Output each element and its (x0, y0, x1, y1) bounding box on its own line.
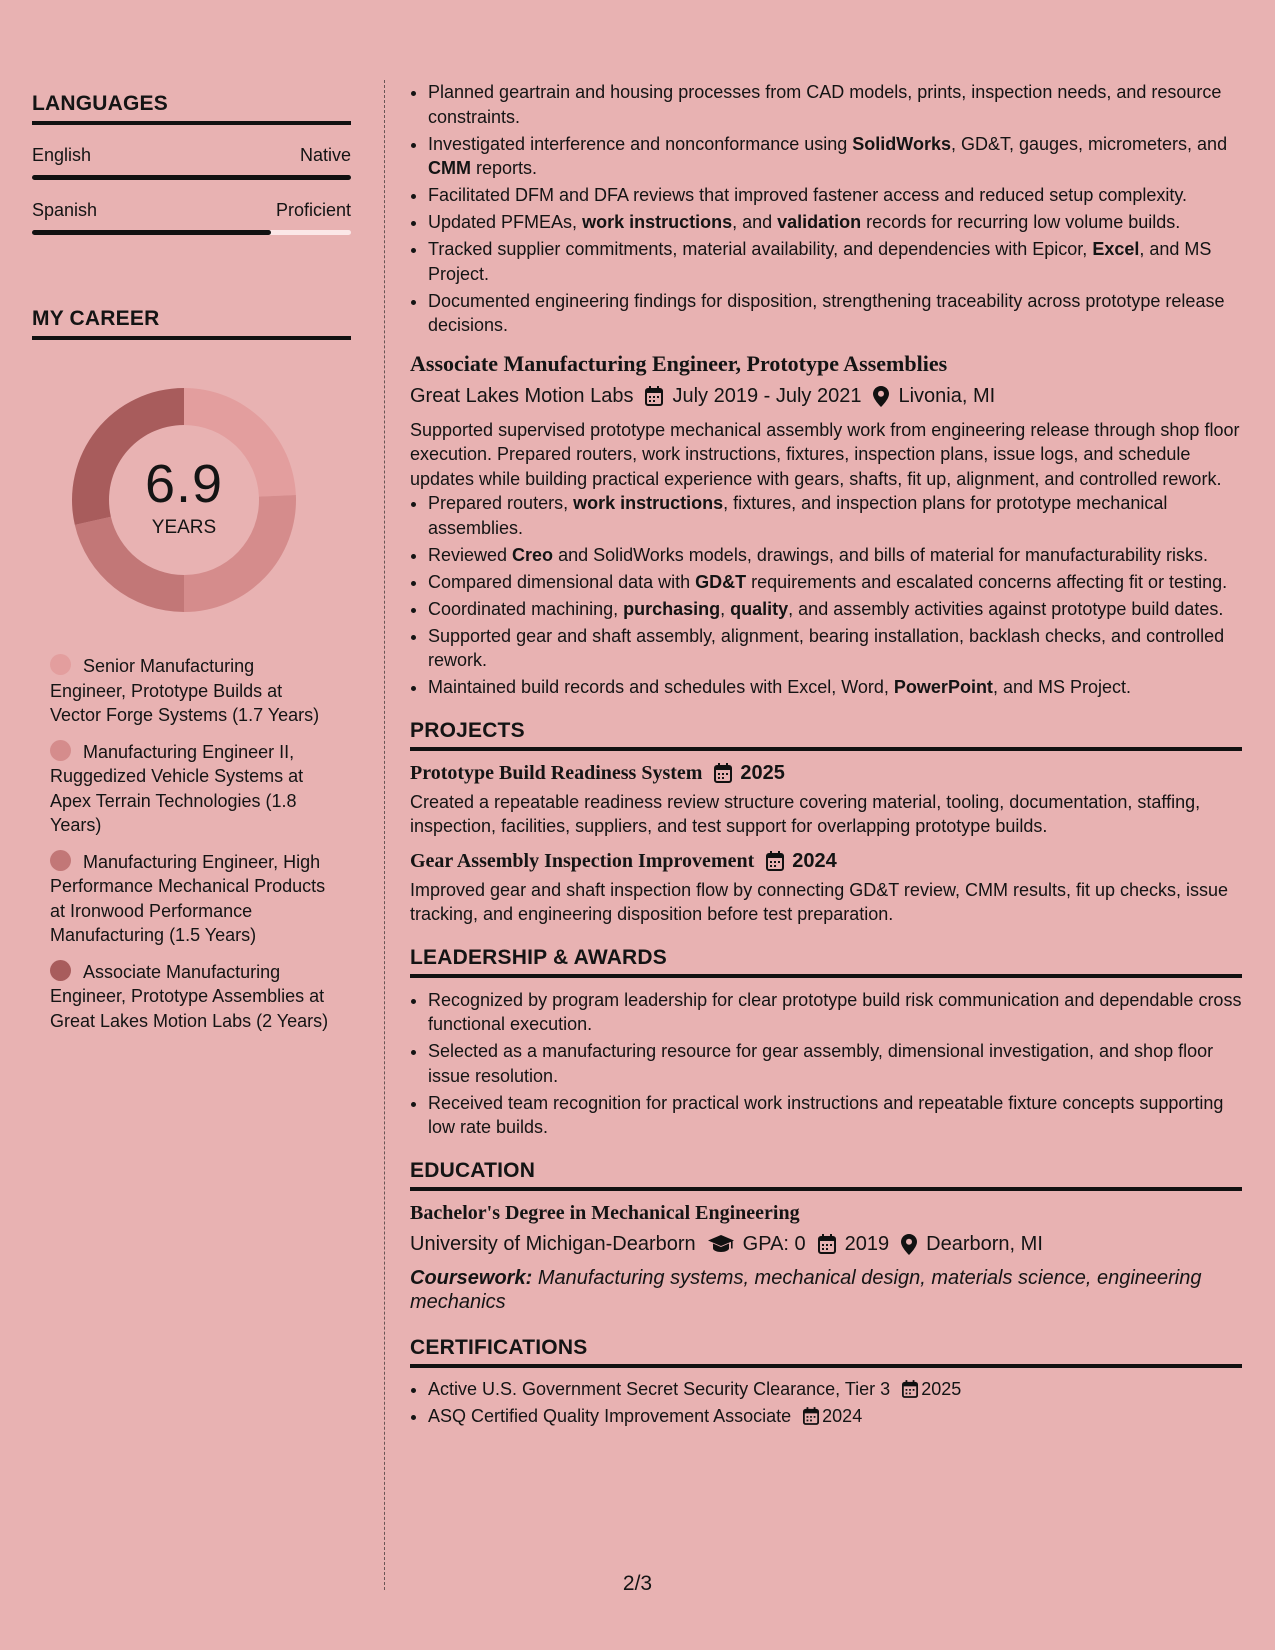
language-level: Proficient (275, 200, 351, 220)
location-pin-icon (901, 1234, 917, 1255)
job-summary: Supported supervised prototype mechanical assembly work from engineering release through shop floor execution. Prepared routers, work instructions, fixtures, inspection plans, issue logs, and schedule updates while building practical experience with gears, shafts, fit up, alignment, and controlled rework. (410, 419, 1240, 489)
bullet-item: • Prepared routers, work instructions, fixtures, and inspection plans for prototype mechanical assemblies. (428, 491, 1242, 540)
award-item: • Selected as a manufacturing resource for gear assembly, dimensional investigation, and shop floor issue resolution. (428, 1039, 1242, 1088)
language-name: Spanish (32, 200, 98, 220)
certification-item (428, 1377, 1242, 1402)
education-heading: EDUCATION (410, 1159, 1242, 1191)
legend-label: Manufacturing Engineer II, Ruggedized Vehicle Systems at Apex Terrain Technologies (1.8 Years) (50, 741, 304, 835)
project-description: Improved gear and shaft inspection flow by connecting GD&T review, CMM results, fit up checks, issue tracking, and engineering disposition before test preparation. (410, 879, 1229, 924)
degree-title: Bachelor's Degree in Mechanical Engineering (410, 1201, 800, 1224)
language-item (32, 200, 351, 235)
left-column (32, 92, 351, 1045)
certification-name: • ASQ Certified Quality Improvement Associate (428, 1405, 792, 1426)
job-meta (410, 385, 1242, 408)
project-year: 2025 (740, 761, 785, 784)
certification-year: 2024 (822, 1405, 863, 1426)
job-bullets (410, 491, 1242, 700)
bullet-item: • Maintained build records and schedules with Excel, Word, PowerPoint, and MS Project. (428, 675, 1242, 700)
bullet-item: • Investigated interference and nonconformance using SolidWorks, GD&T, gauges, micrometers, and CMM reports. (428, 132, 1242, 181)
bullet-item: • Tracked supplier commitments, material availability, and dependencies with Epicor, Excel, and MS Project. (428, 237, 1242, 286)
legend-dot (50, 850, 71, 871)
bullet-item: • Planned geartrain and housing processes from CAD models, prints, inspection needs, and resource constraints. (428, 80, 1242, 129)
certification-year: 2025 (921, 1378, 962, 1399)
career-legend-item (50, 654, 330, 728)
projects-heading: PROJECTS (410, 719, 1242, 751)
legend-dot (50, 740, 71, 761)
project-year: 2024 (792, 849, 837, 872)
job-dates: July 2019 - July 2021 (672, 384, 862, 407)
page-number: 2/3 (622, 1572, 653, 1595)
legend-label: Senior Manufacturing Engineer, Prototype Builds at Vector Forge Systems (1.7 Years) (50, 656, 320, 725)
certification-item (428, 1404, 1242, 1429)
graduation-cap-icon (708, 1235, 734, 1253)
project-title: Prototype Build Readiness System (410, 761, 703, 784)
career-total-years: 6.9 (144, 454, 224, 514)
awards-heading: LEADERSHIP & AWARDS (410, 946, 1242, 978)
coursework (410, 1266, 1242, 1314)
project-title: Gear Assembly Inspection Improvement (410, 849, 755, 872)
awards-list (410, 988, 1242, 1140)
job-company: Great Lakes Motion Labs (410, 384, 634, 407)
bullet-item: • Coordinated machining, purchasing, quality, and assembly activities against prototype build dates. (428, 597, 1242, 622)
calendar-icon (803, 1407, 819, 1425)
career-legend (50, 654, 330, 1033)
bullet-item: • Facilitated DFM and DFA reviews that improved fastener access and reduced setup complexity. (428, 183, 1242, 208)
calendar-icon (645, 386, 663, 406)
school-name: University of Michigan-Dearborn (410, 1232, 696, 1255)
job-title: Associate Manufacturing Engineer, Prototype Assemblies (410, 350, 948, 376)
language-level-fill (32, 175, 351, 180)
legend-label: Manufacturing Engineer, High Performance Mechanical Products at Ironwood Performance Manufacturing (1.5 Years) (50, 851, 326, 945)
previous-job-bullets (410, 80, 1242, 338)
certifications-heading: CERTIFICATIONS (410, 1336, 1242, 1368)
bullet-item: • Documented engineering findings for disposition, strengthening traceability across prototype release decisions. (428, 289, 1242, 338)
certifications-list (410, 1377, 1242, 1429)
award-item: • Recognized by program leadership for clear prototype build risk communication and dependable cross functional execution. (428, 988, 1242, 1037)
bullet-item: • Reviewed Creo and SolidWorks models, drawings, and bills of material for manufacturability risks. (428, 543, 1242, 568)
language-level-fill (32, 230, 271, 235)
bullet-item: • Supported gear and shaft assembly, alignment, bearing installation, backlash checks, and controlled rework. (428, 624, 1242, 673)
languages-heading: LANGUAGES (32, 92, 351, 125)
language-name: English (32, 145, 92, 165)
education-meta (410, 1233, 1242, 1256)
language-level: Native (299, 145, 351, 165)
project-description: Created a repeatable readiness review structure covering material, tooling, documentation, staffing, inspection, facilities, suppliers, and test support for overlapping prototype builds. (410, 791, 1201, 836)
career-legend-item (50, 740, 330, 838)
gpa: GPA: 0 (742, 1232, 806, 1255)
legend-label: Associate Manufacturing Engineer, Prototype Assemblies at Great Lakes Motion Labs (2 Years) (50, 961, 329, 1031)
language-level-bar (32, 230, 351, 235)
project-item (410, 762, 1242, 839)
column-divider (384, 80, 385, 1590)
bullet-item: • Compared dimensional data with GD&T requirements and escalated concerns affecting fit or testing. (428, 570, 1242, 595)
coursework-text: Manufacturing systems, mechanical design, materials science, engineering mechanics (410, 1266, 1202, 1313)
career-donut-chart (66, 382, 302, 618)
graduation-year: 2019 (844, 1232, 890, 1255)
legend-dot (50, 654, 71, 675)
language-item (32, 145, 351, 180)
school-location: Dearborn, MI (926, 1232, 1043, 1255)
certification-name: • Active U.S. Government Secret Security Clearance, Tier 3 (428, 1378, 891, 1399)
award-item: • Received team recognition for practical work instructions and repeatable fixture concepts supporting low rate builds. (428, 1091, 1242, 1140)
calendar-icon (902, 1380, 918, 1398)
calendar-icon (714, 763, 732, 783)
location-pin-icon (873, 386, 889, 407)
legend-dot (50, 960, 71, 981)
career-total-unit: YEARS (151, 517, 217, 538)
career-total (66, 382, 302, 618)
job-location: Livonia, MI (898, 384, 996, 407)
career-heading: MY CAREER (32, 307, 351, 340)
career-legend-item (50, 960, 330, 1034)
coursework-label: Coursework: (410, 1266, 533, 1289)
career-legend-item (50, 850, 330, 948)
bullet-item: • Updated PFMEAs, work instructions, and validation records for recurring low volume builds. (428, 210, 1242, 235)
project-item (410, 850, 1242, 927)
right-column (410, 80, 1242, 1431)
calendar-icon (766, 851, 784, 871)
calendar-icon (818, 1234, 836, 1254)
language-level-bar (32, 175, 351, 180)
